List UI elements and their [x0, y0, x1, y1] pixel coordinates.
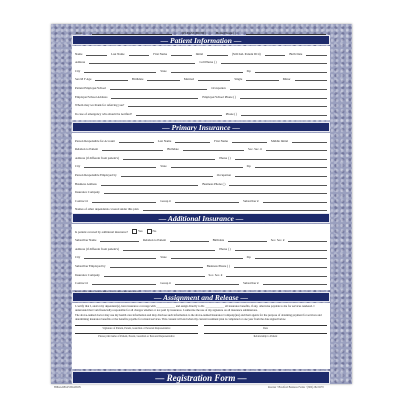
field-label: First Name — [214, 138, 229, 143]
field-label: Sex M F Age — [75, 77, 92, 82]
form-field[interactable] — [265, 52, 286, 56]
field-label: Zip — [246, 68, 251, 73]
form-field[interactable] — [183, 147, 244, 151]
field-label: Soc. Sec. # — [208, 272, 223, 277]
form-field[interactable] — [295, 77, 327, 81]
form-field[interactable] — [92, 281, 156, 285]
form-field[interactable] — [175, 281, 239, 285]
patient-information-title: Patient Information — [170, 36, 232, 45]
field-label: Group # — [160, 281, 171, 286]
form-field[interactable] — [255, 164, 327, 168]
form-field[interactable] — [84, 164, 156, 168]
form-field[interactable] — [84, 255, 156, 259]
field-label: Birthdate — [167, 147, 179, 152]
date-signed-field[interactable]: Date — [204, 325, 327, 330]
form-row — [75, 251, 327, 260]
registration-form-banner: — Registration Form — — [72, 371, 330, 384]
additional-insurance-title: Additional Insurance — [167, 214, 234, 223]
field-label: Insurance Company — [75, 272, 100, 277]
form-field[interactable] — [101, 182, 199, 186]
form-row — [75, 151, 327, 160]
field-label: Person Responsible Employed by — [75, 172, 117, 177]
form-field[interactable] — [119, 139, 154, 143]
no-checkbox[interactable] — [147, 229, 152, 234]
additional-insurance-section — [72, 224, 330, 290]
field-label: Names of other dependents covered under this plan — [75, 207, 139, 212]
field-label: Occupation — [216, 172, 231, 177]
field-label: Minor — [282, 77, 291, 82]
date-label: Date — [76, 31, 83, 35]
form-row — [75, 203, 327, 212]
form-field[interactable] — [123, 156, 215, 160]
field-label: Subscriber Employed by — [75, 263, 106, 268]
form-field[interactable] — [198, 77, 230, 81]
form-field[interactable] — [175, 199, 239, 203]
assignment-release-banner: — Assignment and Release — — [72, 292, 330, 302]
footer-right-text: Reorder • Bradford Business Forms • (800) 282-8278 — [268, 386, 324, 389]
form-field[interactable] — [102, 147, 163, 151]
primary-insurance-section — [72, 133, 330, 213]
form-field[interactable] — [226, 273, 327, 277]
form-field[interactable] — [171, 52, 192, 56]
form-row — [75, 64, 327, 73]
form-row — [75, 234, 327, 243]
form-field[interactable] — [235, 173, 327, 177]
form-field[interactable] — [104, 190, 327, 194]
field-label: Address (if different from patient's) — [75, 246, 119, 251]
field-label: Contract # — [75, 281, 88, 286]
form-field[interactable] — [246, 77, 278, 81]
form-row — [75, 73, 327, 82]
form-field[interactable] — [86, 52, 107, 56]
field-label: First Name — [153, 51, 168, 56]
form-row — [75, 259, 327, 268]
form-field[interactable] — [235, 247, 327, 251]
form-field[interactable] — [221, 60, 327, 64]
print-name-field[interactable]: Please print name of Patient, Parent, Guardian or Personal Representative — [75, 333, 198, 338]
field-label: (SOCIAL Patient ID #) — [231, 51, 261, 56]
form-field[interactable] — [230, 86, 327, 90]
field-label: In case of emergency who should be notified? — [75, 111, 132, 116]
additional-covered-row — [75, 225, 327, 234]
field-label: Occupation — [211, 85, 226, 90]
field-label: State — [160, 68, 167, 73]
form-field[interactable] — [104, 273, 205, 277]
form-field[interactable] — [229, 182, 327, 186]
primary-insurance-title: Primary Insurance — [171, 123, 231, 132]
form-row — [75, 194, 327, 203]
field-label: City — [75, 255, 81, 260]
form-field[interactable] — [234, 264, 327, 268]
form-field[interactable] — [136, 112, 222, 116]
signature-field[interactable]: Signature of Patient, Parent, Guardian or Personal Representative — [75, 325, 198, 330]
field-label: Phone ( ) — [219, 246, 231, 251]
relationship-field[interactable]: Relationship to Patient — [204, 333, 327, 338]
form-field[interactable] — [84, 69, 156, 73]
field-label: Address (if different from patient's) — [75, 155, 119, 160]
field-label: State — [160, 255, 167, 260]
print-note: (PLEASE PRINT) — [181, 31, 206, 35]
form-field[interactable] — [111, 95, 198, 99]
form-row — [75, 99, 327, 108]
form-field[interactable] — [240, 95, 327, 99]
form-field[interactable] — [123, 247, 215, 251]
form-field[interactable] — [170, 238, 209, 242]
primary-insurance-banner: — Primary Insurance — — [72, 122, 330, 132]
field-label: Person Responsible for Account — [75, 138, 115, 143]
form-row — [75, 47, 327, 56]
yes-checkbox[interactable] — [132, 229, 137, 234]
field-label: Patient Employer/School — [75, 85, 107, 90]
patient-information-banner: — Patient Information — — [72, 35, 330, 45]
field-label: Business Phone ( ) — [202, 181, 226, 186]
yes-label: Yes — [138, 228, 143, 233]
field-label: Birthdate — [212, 238, 225, 243]
field-label: Business Address — [75, 181, 97, 186]
form-field[interactable] — [110, 264, 203, 268]
form-field[interactable] — [263, 199, 327, 203]
form-row — [75, 242, 327, 251]
form-field[interactable] — [110, 86, 207, 90]
form-field[interactable] — [263, 281, 327, 285]
form-field[interactable] — [143, 207, 328, 211]
field-label: Whom may we thank for referring you? — [75, 103, 125, 108]
field-label: Business Phone ( ) — [206, 263, 230, 268]
form-row — [75, 160, 327, 169]
field-label: Phone ( ) — [225, 111, 238, 116]
form-field[interactable] — [292, 139, 327, 143]
field-label: Soc. Sec. # — [270, 238, 285, 243]
form-row — [75, 186, 327, 195]
field-label: Birthdate — [131, 77, 144, 82]
field-label: City — [75, 68, 81, 73]
field-label: Last Name — [157, 138, 172, 143]
form-row — [75, 134, 327, 143]
form-field[interactable] — [232, 139, 267, 143]
field-label: Group # — [160, 198, 171, 203]
field-label: Insurance Company — [75, 190, 100, 195]
form-field[interactable] — [89, 60, 195, 64]
form-field[interactable] — [175, 139, 210, 143]
assignment-release-section — [72, 303, 330, 369]
form-field[interactable] — [171, 255, 243, 259]
form-field[interactable] — [171, 69, 243, 73]
field-label: Zip — [246, 255, 251, 260]
field-label: Employer/School Phone ( ) — [202, 94, 237, 99]
form-row — [75, 277, 327, 286]
field-label: Birth Date — [289, 51, 303, 56]
form-row — [75, 177, 327, 186]
form-field[interactable] — [207, 52, 228, 56]
form-row — [75, 168, 327, 177]
registration-form-title: Registration Form — [166, 373, 236, 383]
consent-paragraph: The above-named doctor may use my health care information and may disclose such information to the above-named Insurance Company(ies) and their agents for the purpose of obtaining payment for services and determining insurance benefits or the benefits payable for related services. This consent will end when my current treatment plan is completed or one year from the date signed below. — [75, 313, 322, 321]
form-row — [75, 107, 327, 116]
field-label: Zip — [246, 164, 251, 169]
field-label: Relation to Patient — [142, 238, 167, 243]
print-name-row — [75, 333, 327, 338]
additional-insurance-banner: — Additional Insurance — — [72, 213, 330, 223]
field-label: Middle Initial — [270, 138, 289, 143]
footer-left-text: HIPAA REGISTRATION — [54, 386, 81, 389]
form-field[interactable] — [128, 103, 327, 107]
field-label: City — [75, 164, 81, 169]
field-label: Address — [75, 60, 86, 65]
field-label: Relation to Patient — [75, 147, 99, 152]
home-phone-label: Home Phone ( ) — [215, 31, 237, 35]
patient-information-section — [72, 46, 330, 120]
form-field[interactable] — [100, 238, 139, 242]
form-field[interactable] — [95, 77, 127, 81]
form-field[interactable] — [241, 112, 327, 116]
field-label: Contract # — [75, 198, 88, 203]
additional-covered-question: Is patient covered by additional insurance? — [75, 229, 129, 234]
field-label: Subscriber Name — [75, 238, 97, 243]
field-label: Last Name — [111, 51, 125, 56]
form-field[interactable] — [228, 238, 267, 242]
form-field[interactable] — [255, 255, 327, 259]
form-field[interactable] — [121, 173, 213, 177]
form-row — [75, 90, 327, 99]
no-label: No — [152, 228, 157, 233]
form-field[interactable] — [129, 52, 150, 56]
field-label: Name — [75, 51, 83, 56]
form-row — [75, 143, 327, 152]
field-label: State — [160, 164, 167, 169]
form-field[interactable] — [92, 199, 156, 203]
field-label: Initial — [195, 51, 204, 56]
form-field[interactable] — [171, 164, 243, 168]
field-label: Subscriber # — [243, 198, 259, 203]
form-field[interactable] — [235, 156, 327, 160]
form-row — [75, 81, 327, 90]
form-row — [75, 268, 327, 277]
field-label: Soc. Sec. # — [248, 147, 262, 152]
assignment-paragraph: I certify that I, and/or my dependent(s), have insurance coverage with _____________ and assign directly to Dr. _____________ all insurance benefits, if any, otherwise payable to me for services rendered. I understand that I am financially responsible for all charges whether or not paid by insurance. I authorize the use of my signature on all insurance submissions. — [75, 304, 315, 312]
field-label: Married — [183, 77, 194, 82]
signature-row — [75, 325, 327, 330]
field-label: Phone ( ) — [219, 155, 231, 160]
field-label: Subscriber # — [243, 281, 259, 286]
field-label: Single — [234, 77, 243, 82]
field-label: Cell Phone ( ) — [199, 60, 217, 65]
form-row — [75, 56, 327, 65]
form-field[interactable] — [147, 77, 179, 81]
form-field[interactable] — [288, 238, 327, 242]
assignment-release-title: Assignment and Release — [163, 293, 239, 302]
form-field[interactable] — [266, 147, 327, 151]
form-field[interactable] — [306, 52, 327, 56]
form-field[interactable] — [255, 69, 327, 73]
field-label: Employer/School Address — [75, 94, 108, 99]
